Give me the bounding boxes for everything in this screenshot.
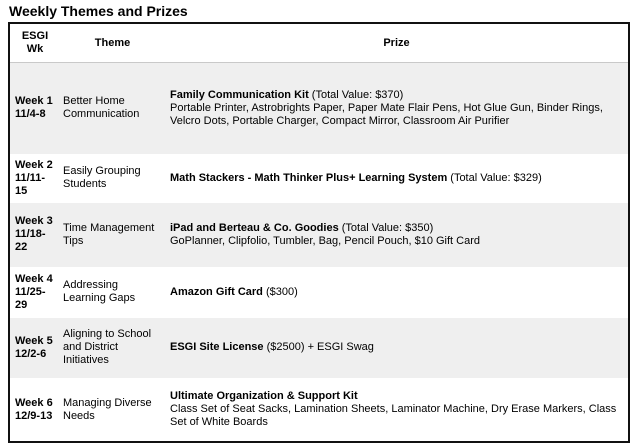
table-row bbox=[10, 267, 628, 318]
table-row bbox=[10, 63, 628, 154]
prize-items: Class Set of Seat Sacks, Lamination Sheets, Laminator Machine, Dry Erase Markers, Class Set of White Boards bbox=[170, 403, 617, 428]
week-cell bbox=[10, 318, 60, 378]
prize-name: Ultimate Organization & Support Kit bbox=[170, 390, 358, 402]
week-dates: 11/25-29 bbox=[15, 285, 46, 311]
page-title: Weekly Themes and Prizes bbox=[9, 3, 188, 19]
prize-value: (Total Value: $350) bbox=[338, 221, 434, 234]
theme-cell: Addressing Learning Gaps bbox=[60, 267, 165, 318]
prize-cell bbox=[165, 378, 628, 442]
themes-prizes-table bbox=[8, 22, 630, 443]
column-header-theme: Theme bbox=[60, 24, 165, 63]
theme-cell: Aligning to School and District Initiatives bbox=[60, 318, 165, 378]
week-dates: 11/18-22 bbox=[15, 228, 46, 253]
prize-value: (Total Value: $370) bbox=[308, 88, 404, 101]
prize-name: Amazon Gift Card bbox=[170, 285, 263, 298]
prize-value: ($2500) + ESGI Swag bbox=[263, 341, 374, 353]
week-label: Week 2 bbox=[15, 158, 53, 171]
theme-cell: Better Home Communication bbox=[60, 63, 165, 154]
week-label: Week 6 bbox=[15, 396, 53, 409]
column-header-prize: Prize bbox=[165, 24, 628, 63]
week-dates: 11/4-8 bbox=[15, 108, 46, 121]
prize-name: iPad and Berteau & Co. Goodies bbox=[170, 221, 339, 234]
table-row bbox=[10, 203, 628, 267]
theme-cell: Managing Diverse Needs bbox=[60, 378, 165, 442]
week-dates: 12/2-6 bbox=[15, 347, 47, 360]
week-label: Week 5 bbox=[15, 334, 53, 347]
prize-cell bbox=[165, 154, 628, 203]
theme-cell: Easily Grouping Students bbox=[60, 154, 165, 203]
theme-cell: Time Management Tips bbox=[60, 203, 165, 267]
prize-cell bbox=[165, 203, 628, 267]
table-row bbox=[10, 378, 628, 442]
prize-name: Family Communication Kit bbox=[170, 88, 309, 101]
week-dates: 11/11-15 bbox=[15, 171, 45, 197]
table-row bbox=[10, 154, 628, 203]
week-cell bbox=[10, 267, 60, 318]
table-row bbox=[10, 318, 628, 378]
prize-name: ESGI Site License bbox=[170, 341, 264, 353]
prize-items: Portable Printer, Astrobrights Paper, Paper Mate Flair Pens, Hot Glue Gun, Binder Rings, Velcro Dots, Portable Charger, Compact Mirror, Classroom Air Purifier bbox=[170, 101, 603, 127]
week-dates: 12/9-13 bbox=[15, 409, 53, 422]
week-label: Week 3 bbox=[15, 215, 53, 227]
week-cell bbox=[10, 63, 60, 154]
prize-value: ($300) bbox=[262, 285, 298, 298]
table-header-row bbox=[10, 24, 628, 63]
week-label: Week 1 bbox=[15, 95, 53, 108]
prize-cell bbox=[165, 63, 628, 154]
prize-items: GoPlanner, Clipfolio, Tumbler, Bag, Pencil Pouch, $10 Gift Card bbox=[170, 234, 480, 247]
prize-name: Math Stackers - Math Thinker Plus+ Learning System bbox=[170, 171, 448, 184]
week-cell bbox=[10, 378, 60, 442]
week-label: Week 4 bbox=[15, 272, 53, 285]
column-header-week: ESGI Wk bbox=[10, 24, 60, 63]
week-cell bbox=[10, 203, 60, 267]
week-cell bbox=[10, 154, 60, 203]
prize-cell bbox=[165, 267, 628, 318]
prize-cell bbox=[165, 318, 628, 378]
prize-value: (Total Value: $329) bbox=[447, 171, 542, 184]
